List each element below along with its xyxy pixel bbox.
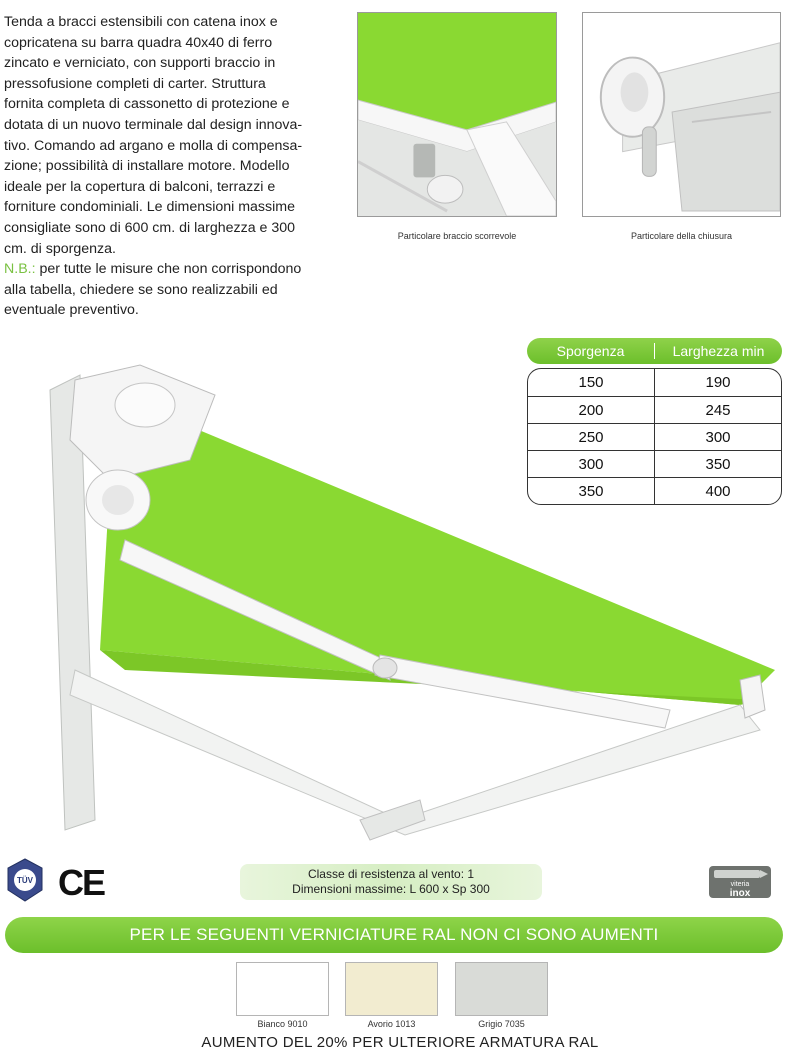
wind-resistance-class: Classe di resistenza al vento: 1 — [307, 867, 475, 881]
table-cell: 300 — [654, 424, 781, 450]
swatch-grigio-7035 — [455, 962, 548, 1016]
size-table-body — [527, 368, 782, 505]
logo-text-top: viteria — [730, 881, 750, 888]
swatch-label: Grigio 7035 — [478, 1019, 525, 1029]
description-line: pressofusione completi di carter. Struttura — [4, 75, 266, 92]
description-line: Tenda a bracci estensibili con catena inox e — [4, 14, 278, 30]
nb-label: N.B.: — [4, 261, 36, 278]
column-header-sporgenza: Sporgenza — [556, 343, 625, 359]
description-line: tivo. Comando ad argano e molla di compensa- — [4, 137, 303, 154]
nb-text: eventuale preventivo. — [4, 302, 139, 319]
table-cell: 245 — [654, 397, 781, 423]
table-row — [528, 396, 781, 423]
table-row — [528, 477, 781, 504]
table-cell: 300 — [578, 456, 604, 473]
table-cell: 190 — [654, 369, 781, 396]
swatch-avorio-1013 — [345, 962, 438, 1016]
viteria-inox-logo — [708, 865, 772, 899]
nb-text: per tutte le misure che non corrispondono — [35, 261, 302, 278]
column-header-larghezza: Larghezza min — [654, 343, 782, 359]
logo-text-bottom: inox — [729, 888, 751, 899]
description-line: consigliate sono di 600 cm. di larghezza e 300 — [4, 219, 296, 236]
description-line: forniture condominiali. Le dimensioni massime — [4, 199, 295, 216]
screw-logo-icon — [708, 865, 772, 899]
photo-caption: Particolare braccio scorrevole — [397, 231, 517, 241]
table-cell: 250 — [578, 429, 604, 446]
table-row — [528, 450, 781, 477]
description-line: ideale per la copertura di balconi, terrazzi e — [4, 178, 276, 195]
ce-mark: CE — [58, 862, 105, 903]
table-cell: 400 — [654, 478, 781, 504]
swatch-label: Bianco 9010 — [257, 1019, 308, 1029]
description-line: copricatena su barra quadra 40x40 di ferro — [4, 34, 273, 51]
photo-closure-detail — [582, 12, 781, 217]
description-line: fornita completa di cassonetto di protezione e — [4, 96, 290, 113]
ral-no-surcharge-banner: PER LE SEGUENTI VERNICIATURE RAL NON CI SONO AUMENTI — [5, 917, 783, 953]
sliding-arm-illustration — [358, 13, 556, 216]
size-table-header — [527, 338, 782, 364]
photo-sliding-arm-detail — [357, 12, 557, 217]
table-cell: 200 — [578, 402, 604, 419]
tuv-seal-icon — [6, 858, 44, 902]
ral-surcharge-note: AUMENTO DEL 20% PER ULTERIORE ARMATURA RAL — [201, 1034, 599, 1051]
tuv-label: TÜV — [17, 876, 33, 885]
specs-box — [240, 864, 542, 900]
swatch-bianco-9010 — [236, 962, 329, 1016]
nb-text: alla tabella, chiedere se sono realizzabili ed — [4, 281, 278, 298]
description-line: dotata di un nuovo terminale dal design innova- — [4, 116, 303, 133]
size-table — [527, 338, 782, 505]
description-line: zincato e verniciato, con supporti braccio in — [4, 55, 276, 72]
description-line: zione; possibilità di installare motore. Modello — [4, 158, 290, 175]
swatch-label: Avorio 1013 — [367, 1019, 416, 1029]
max-dimensions: Dimensioni massime: L 600 x Sp 300 — [292, 882, 490, 896]
table-cell: 150 — [578, 374, 604, 391]
table-row — [528, 369, 781, 396]
table-cell: 350 — [654, 451, 781, 477]
nb-note — [4, 259, 339, 280]
product-description — [4, 12, 339, 321]
tuv-logo — [6, 858, 44, 902]
description-line: cm. di sporgenza. — [4, 240, 116, 257]
table-cell: 350 — [578, 483, 604, 500]
photo-caption: Particolare della chiusura — [630, 231, 733, 241]
closure-illustration — [583, 13, 780, 216]
table-row — [528, 423, 781, 450]
